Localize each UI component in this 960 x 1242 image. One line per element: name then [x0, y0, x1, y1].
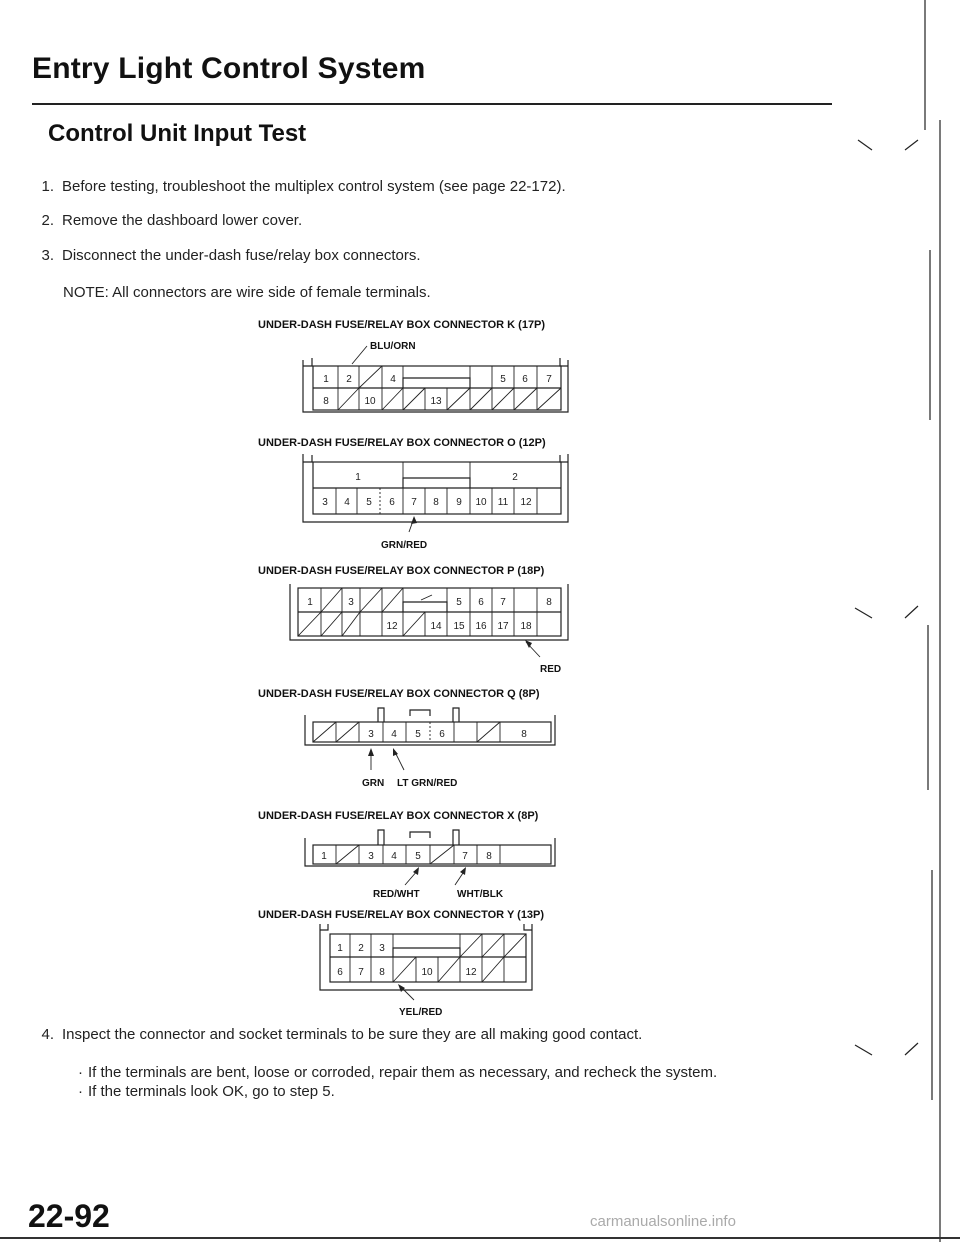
bullet-item: [78, 1064, 717, 1081]
pin-label: 4: [390, 374, 396, 385]
pin-label: 6: [439, 729, 445, 740]
step-text: Before testing, troubleshoot the multiplex control system (see page 22-172).: [62, 178, 566, 195]
connector-o-wire: GRN/RED: [381, 540, 428, 551]
pin-label: 7: [411, 497, 417, 508]
watermark: carmanualsonline.info: [590, 1213, 736, 1230]
pin-label: 2: [358, 943, 364, 954]
pin-label: 5: [366, 497, 372, 508]
step-number: 2.: [41, 212, 54, 229]
pin-label: 8: [433, 497, 439, 508]
pin-label: 1: [337, 943, 343, 954]
connector-q-wire-2: LT GRN/RED: [397, 778, 458, 789]
pin-label: 12: [520, 497, 532, 508]
binding-marks: [855, 0, 940, 1242]
pin-label: 8: [379, 967, 385, 978]
pin-label: 12: [386, 621, 398, 632]
pin-label: 3: [348, 597, 354, 608]
connector-p-wire: RED: [540, 664, 562, 675]
pin-label: 6: [478, 597, 484, 608]
bullet-dot: ·: [78, 1064, 83, 1081]
connector-k-wire: BLU/ORN: [370, 341, 416, 352]
pin-label: 15: [453, 621, 465, 632]
pin-label: 17: [497, 621, 509, 632]
bullet-text: If the terminals are bent, loose or corroded, repair them as necessary, and recheck the system.: [88, 1064, 718, 1081]
connector-x: [258, 810, 555, 900]
pin-label: 6: [337, 967, 343, 978]
pin-label: 1: [355, 472, 361, 483]
step-number: 3.: [41, 247, 54, 264]
connector-y: [258, 909, 544, 1018]
section-title: Control Unit Input Test: [48, 120, 307, 147]
pin-label: 9: [456, 497, 462, 508]
pin-label: 6: [389, 497, 395, 508]
pin-label: 7: [358, 967, 364, 978]
pin-label: 10: [475, 497, 487, 508]
connector-x-wire-2: WHT/BLK: [457, 889, 504, 900]
pin-label: 4: [391, 851, 397, 862]
pin-label: 3: [368, 729, 374, 740]
connector-p: [258, 565, 568, 675]
page-title: Entry Light Control System: [32, 52, 426, 85]
pin-label: 2: [512, 472, 518, 483]
pin-label: 7: [462, 851, 468, 862]
step-text: Inspect the connector and socket terminals to be sure they are all making good contact.: [62, 1026, 643, 1043]
pin-label: 7: [546, 374, 552, 385]
step-number: 4.: [41, 1026, 54, 1043]
note: NOTE: All connectors are wire side of female terminals.: [63, 284, 431, 301]
pin-label: 1: [321, 851, 327, 862]
pin-label: 16: [475, 621, 487, 632]
pin-label: 5: [415, 851, 421, 862]
pin-label: 5: [415, 729, 421, 740]
pin-label: 3: [322, 497, 328, 508]
step-text: Remove the dashboard lower cover.: [62, 212, 303, 229]
pin-label: 10: [364, 396, 376, 407]
pin-label: 8: [521, 729, 527, 740]
connector-o-label: UNDER-DASH FUSE/RELAY BOX CONNECTOR O (12P): [258, 437, 546, 449]
connector-k: [258, 319, 568, 412]
pin-label: 1: [307, 597, 313, 608]
pin-label: 8: [486, 851, 492, 862]
pin-label: 10: [421, 967, 433, 978]
bullet-item: [78, 1083, 335, 1100]
page-number: 22-92: [28, 1198, 110, 1234]
pin-label: 5: [456, 597, 462, 608]
connector-o: [258, 437, 568, 551]
pin-label: 12: [465, 967, 477, 978]
pin-label: 4: [344, 497, 350, 508]
pin-label: 14: [430, 621, 442, 632]
connector-x-wire-1: RED/WHT: [373, 889, 420, 900]
connector-q-wire-1: GRN: [362, 778, 385, 789]
pin-label: 5: [500, 374, 506, 385]
pin-label: 8: [323, 396, 329, 407]
pin-label: 3: [368, 851, 374, 862]
connector-x-label: UNDER-DASH FUSE/RELAY BOX CONNECTOR X (8P): [258, 810, 539, 822]
pin-label: 11: [497, 497, 509, 508]
pin-label: 13: [430, 396, 442, 407]
bullet-dot: ·: [78, 1083, 83, 1100]
pin-label: 6: [522, 374, 528, 385]
connector-q-label: UNDER-DASH FUSE/RELAY BOX CONNECTOR Q (8P): [258, 688, 540, 700]
connector-y-label: UNDER-DASH FUSE/RELAY BOX CONNECTOR Y (13P): [258, 909, 545, 921]
connector-k-label: UNDER-DASH FUSE/RELAY BOX CONNECTOR K (17P): [258, 319, 546, 331]
pin-label: 7: [500, 597, 506, 608]
connector-y-wire: YEL/RED: [399, 1007, 443, 1018]
step-number: 1.: [41, 178, 54, 195]
pin-label: 3: [379, 943, 385, 954]
step-4: [32, 1026, 642, 1043]
bullet-text: If the terminals look OK, go to step 5.: [88, 1083, 335, 1100]
connector-p-label: UNDER-DASH FUSE/RELAY BOX CONNECTOR P (18P): [258, 565, 545, 577]
pin-label: 18: [520, 621, 532, 632]
pin-label: 4: [391, 729, 397, 740]
connector-q: [258, 688, 555, 789]
pin-label: 8: [546, 597, 552, 608]
step-text: Disconnect the under-dash fuse/relay box connectors.: [62, 247, 421, 264]
bottom-rule: [0, 1237, 960, 1239]
pin-label: 2: [346, 374, 352, 385]
pin-label: 1: [323, 374, 329, 385]
